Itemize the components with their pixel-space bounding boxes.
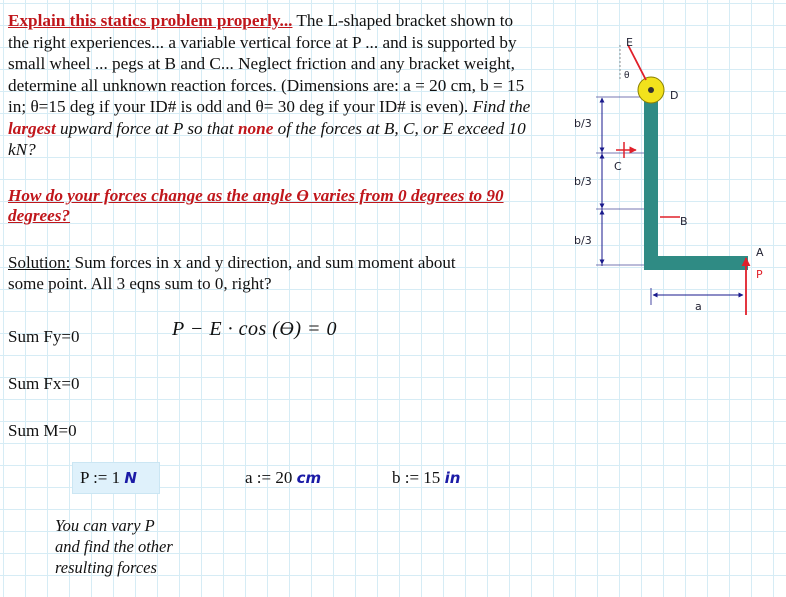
p-definition[interactable] (80, 468, 137, 488)
find-largest: largest (8, 118, 56, 138)
bracket-vertical-arm (644, 88, 658, 270)
label-theta: θ (624, 71, 630, 81)
find-pre: Find the (468, 97, 531, 116)
p-definition-expr: P := 1 (80, 468, 125, 487)
problem-statement (8, 10, 538, 161)
vary-note-line-2: and find the other (55, 537, 173, 556)
p-unit: N (124, 469, 137, 487)
label-p: P (756, 268, 763, 281)
a-definition-expr: a := 20 (245, 468, 297, 487)
b-definition-expr: b := 15 (392, 468, 445, 487)
sum-m-label: Sum M=0 (8, 421, 77, 440)
label-b: B (680, 215, 688, 228)
bracket-horizontal-arm (644, 256, 748, 270)
solution-text (8, 252, 478, 294)
label-b3-2: b/3 (574, 175, 592, 188)
label-e: E (626, 36, 633, 49)
b-unit: in (444, 469, 461, 487)
a-unit: cm (296, 469, 322, 487)
label-b3-1: b/3 (574, 117, 592, 130)
find-mid: upward force at P so that (55, 118, 238, 138)
label-a-point: A (756, 246, 764, 259)
label-a-dim: a (695, 300, 702, 313)
solution-label: Solution: (8, 253, 71, 272)
problem-heading: Explain this statics problem properly... (8, 11, 293, 30)
vary-note-line-1: You can vary P (55, 516, 155, 535)
angle-question: How do your forces change as the angle ϴ varies from 0 degrees to 90 degrees? (8, 186, 504, 225)
vary-note-line-3: resulting forces (55, 558, 157, 577)
sum-fy-label: Sum Fy=0 (8, 327, 80, 346)
vary-note (55, 515, 173, 578)
theta-rule: θ=15 deg if your ID# is odd and θ= 30 deg if your ID# is even). (30, 97, 469, 116)
fy-equation[interactable]: P − E · cos (ϴ) = 0 (172, 318, 337, 340)
bracket-diagram (560, 20, 775, 320)
label-d: D (670, 89, 679, 102)
a-definition[interactable] (245, 468, 321, 488)
solution-body: Sum forces in x and y direction, and sum moment about some point. All 3 eqns sum to 0, right? (8, 253, 456, 293)
label-c: C (614, 160, 622, 173)
label-b3-3: b/3 (574, 234, 592, 247)
force-e-arrow (628, 45, 646, 80)
problem-text: The L-shaped bracket shown to the right experiences... a variable vertical force at P ... and is supported by small wheel ... pegs at B and C... Neglect friction and any bracket weight, determine all unknown reaction forces. (Dimensions are: a = 20 cm, b = 15 in; (8, 11, 525, 116)
sum-fx-label: Sum Fx=0 (8, 374, 80, 393)
find-post: of the forces at B, C, or E exceed 10 kN? (8, 118, 526, 159)
find-none: none (237, 118, 274, 138)
b-definition[interactable] (392, 468, 460, 488)
